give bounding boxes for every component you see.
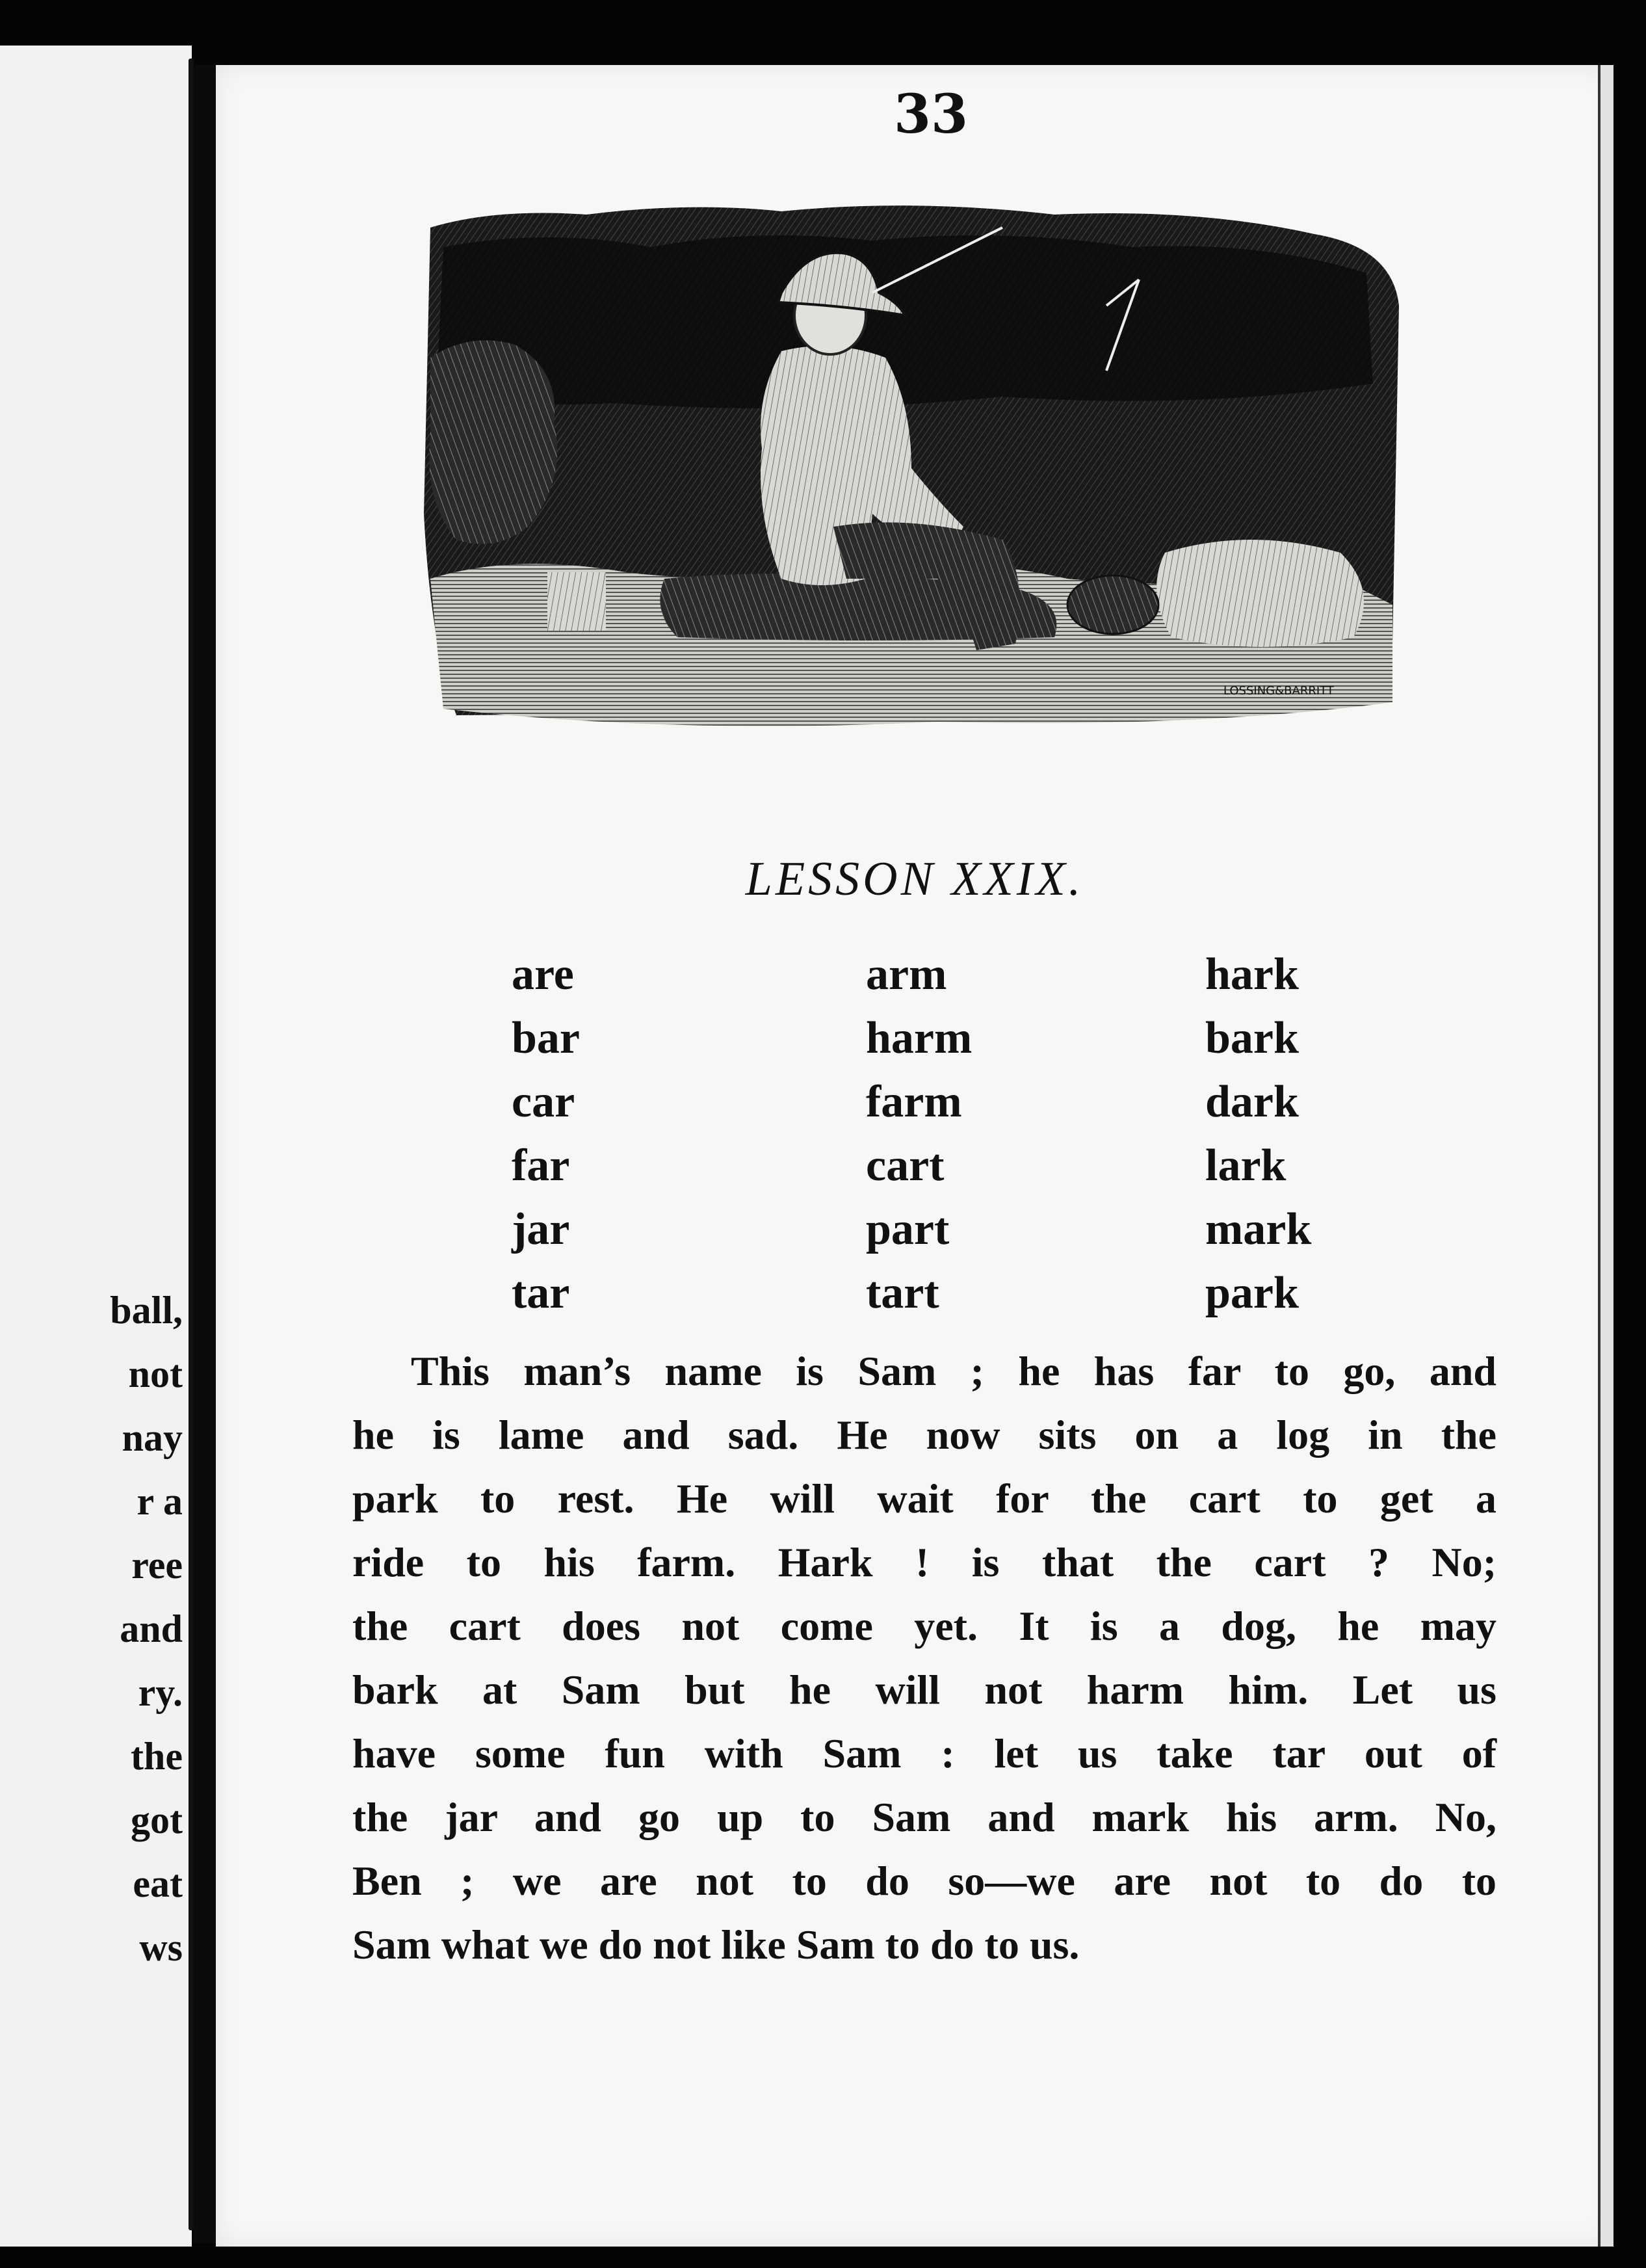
paragraph-line: the jar and go up to Sam and mark his arm. No, [352, 1794, 1496, 1840]
paragraph-line: have some fun with Sam : let us take tar out of [352, 1730, 1496, 1776]
left-fragment: eat [133, 1862, 183, 1905]
book-gutter [194, 65, 217, 2243]
word-list-item: dark [1205, 1077, 1299, 1127]
word-column-2 [866, 943, 972, 1325]
lesson-title: LESSON XXIX. [745, 852, 1084, 906]
word-list-item: tart [866, 1268, 939, 1318]
paragraph-line: he is lame and sad. He now sits on a log in the [352, 1412, 1496, 1458]
left-fragment: ry. [138, 1671, 183, 1714]
word-list-item: far [512, 1141, 570, 1191]
word-list-item: part [866, 1204, 950, 1254]
page-number: 33 [893, 83, 969, 146]
word-list-item: bark [1205, 1013, 1299, 1063]
word-list-item: car [512, 1077, 575, 1127]
engraver-credit: LOSSING&BARRITT [1223, 684, 1334, 698]
left-fragment: ball, [110, 1289, 183, 1332]
paragraph-line: ride to his farm. Hark ! is that the cart ? No; [352, 1539, 1496, 1585]
word-list-item: cart [866, 1141, 945, 1191]
paragraph-line: the cart does not come yet. It is a dog, he may [352, 1603, 1496, 1649]
left-fragment: and [120, 1607, 183, 1650]
lesson-paragraph [352, 1339, 1496, 1977]
word-list-item: jar [512, 1204, 570, 1254]
paragraph-line: This man’s name is Sam ; he has far to go, and [411, 1348, 1496, 1394]
word-list-item: tar [512, 1268, 570, 1318]
word-list-item: arm [866, 949, 947, 999]
left-fragment: got [131, 1799, 183, 1841]
paragraph-line: bark at Sam but he will not harm him. Let us [352, 1667, 1496, 1713]
word-list-item: hark [1205, 949, 1299, 999]
page-binding-edge [189, 59, 194, 2230]
left-fragment: the [131, 1735, 183, 1778]
word-list-item: mark [1205, 1204, 1312, 1254]
book-page [216, 65, 1613, 2247]
page-edge [1598, 65, 1613, 2247]
left-fragment: nay [122, 1416, 183, 1459]
word-column-3 [1205, 943, 1311, 1325]
word-list-item: harm [866, 1013, 973, 1063]
left-fragment: r a [137, 1480, 183, 1523]
word-list-item: lark [1205, 1141, 1287, 1191]
paragraph-line: park to rest. He will wait for the cart to get a [352, 1475, 1496, 1522]
engraving-man-sitting-on-log-icon [417, 189, 1412, 813]
word-list-item: are [512, 949, 574, 999]
left-fragment: ws [139, 1926, 183, 1969]
paragraph-line: Ben ; we are not to do so—we are not to do to [352, 1858, 1496, 1904]
left-page-text-fragments [0, 46, 192, 2247]
word-list-item: bar [512, 1013, 580, 1063]
paragraph-line: Sam what we do not like Sam to do to us. [352, 1921, 1080, 1968]
left-fragment: ree [131, 1544, 183, 1587]
word-column-1 [512, 943, 580, 1325]
word-list-item: park [1205, 1268, 1299, 1318]
left-facing-page [0, 46, 192, 2247]
left-fragment: not [128, 1352, 183, 1395]
word-list-item: farm [866, 1077, 962, 1127]
